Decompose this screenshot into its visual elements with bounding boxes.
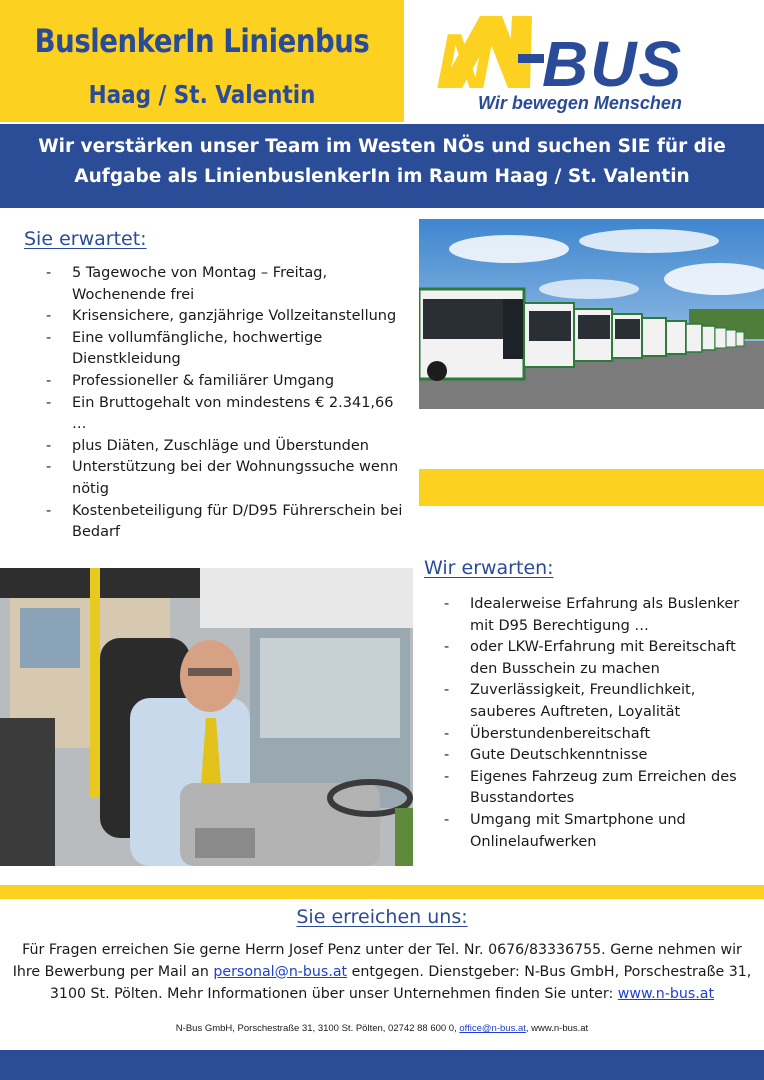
logo-bus-text: BUS	[542, 28, 684, 100]
email-link[interactable]: personal@n-bus.at	[213, 963, 348, 980]
list-item: - Umgang mit Smartphone und Onlinelaufwerken	[424, 810, 764, 853]
footer-imprint: N-Bus GmbH, Porschestraße 31, 3100 St. Pölten, 02742 88 600 0, office@n-bus.at, www.n-bus.at	[175, 1023, 589, 1034]
requirements-heading: Wir erwarten:	[424, 557, 554, 579]
list-item: - Kostenbeteiligung für D/D95 Führerschein bei Bedarf	[26, 501, 410, 544]
list-item: - oder LKW-Erfahrung mit Bereitschaft den Busschein zu machen	[424, 637, 764, 680]
offer-heading: Sie erwartet:	[24, 228, 147, 250]
list-item: - Eigenes Fahrzeug zum Erreichen des Busstandortes	[424, 767, 764, 810]
job-location: Haag / St. Valentin	[88, 80, 316, 109]
job-title: BuslenkerIn Linienbus	[34, 22, 370, 60]
driver-photo	[0, 568, 413, 866]
bus-fleet-photo	[419, 219, 764, 409]
list-item: - Ein Bruttogehalt von mindestens € 2.341,66 …	[26, 393, 410, 436]
offer-list	[26, 263, 410, 544]
intro-line-2: Aufgabe als LinienbuslenkerIn im Raum Haag / St. Valentin	[74, 166, 690, 187]
list-item: - Eine vollumfängliche, hochwertige Dienstkleidung	[26, 328, 410, 371]
list-item: - Unterstützung bei der Wohnungssuche wenn nötig	[26, 457, 410, 500]
intro-text	[10, 132, 754, 192]
bottom-bar	[0, 1050, 764, 1080]
list-item: - Professioneller & familiärer Umgang	[26, 371, 410, 393]
list-item: - Gute Deutschkenntnisse	[424, 745, 764, 767]
list-item: - Überstundenbereitschaft	[424, 724, 764, 746]
logo-tagline: Wir bewegen Menschen	[478, 93, 682, 113]
accent-bar	[419, 469, 764, 506]
intro-line-1: Wir verstärken unser Team im Westen NÖs und suchen SIE für die	[38, 136, 726, 157]
list-item: - plus Diäten, Zuschläge und Überstunden	[26, 436, 410, 458]
website-link[interactable]: www.n-bus.at	[617, 985, 715, 1002]
list-item: - 5 Tagewoche von Montag – Freitag, Wochenende frei	[26, 263, 410, 306]
list-item: - Krisensichere, ganzjährige Vollzeitanstellung	[26, 306, 410, 328]
footer-email-link[interactable]: office@n-bus.at	[459, 1023, 526, 1034]
requirements-list	[424, 594, 764, 853]
logo-n: N	[436, 17, 493, 105]
divider-bar	[0, 885, 764, 899]
contact-heading: Sie erreichen uns:	[296, 906, 468, 928]
contact-text: Für Fragen erreichen Sie gerne Herrn Josef Penz unter der Tel. Nr. 0676/83336755. Gerne nehmen wir Ihre Bewerbung per Mail an personal@n-bus.at entgegen. Dienstgeber: N-Bus GmbH, Porschestraße 31, 3100 St. Pölten. Mehr Informationen über unser Unternehmen finden Sie unter: www.n-bus.at	[12, 942, 752, 1002]
list-item: - Zuverlässigkeit, Freundlichkeit, sauberes Auftreten, Loyalität	[424, 680, 764, 723]
list-item: - Idealerweise Erfahrung als Buslenker mit D95 Berechtigung …	[424, 594, 764, 637]
